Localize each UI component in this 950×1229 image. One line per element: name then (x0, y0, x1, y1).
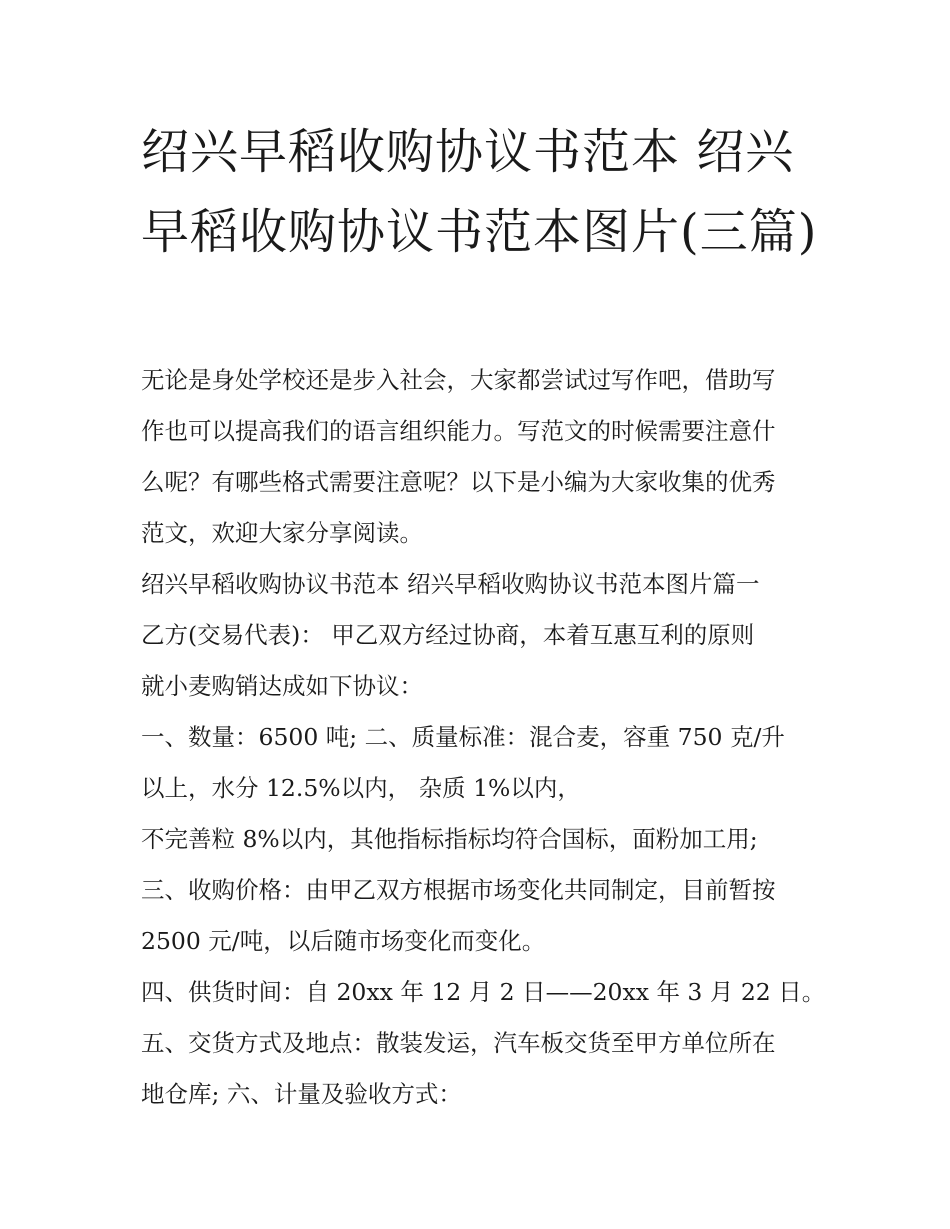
body-line: 范文，欢迎大家分享阅读。 (141, 519, 423, 547)
body-line: 无论是身处学校还是步入社会，大家都尝试过写作吧，借助写 (141, 366, 776, 394)
body-line: 作也可以提高我们的语言组织能力。写范文的时候需要注意什 (141, 417, 776, 445)
clause-line: 五、交货方式及地点：散装发运，汽车板交货至甲方单位所在 (141, 1029, 776, 1057)
body-line: 么呢？有哪些格式需要注意呢？以下是小编为大家收集的优秀 (141, 468, 776, 496)
document-title: 绍兴早稻收购协议书范本 绍兴早稻收购协议书范本图片(三篇) (141, 124, 818, 260)
clause-line: 一、数量：6500 吨; 二、质量标准：混合麦，容重 750 克/升 (141, 723, 785, 751)
clause-line: 四、供货时间：自 20xx 年 12 月 2 日——20xx 年 3 月 22 日。 (141, 978, 826, 1006)
clause-line: 地仓库; 六、计量及验收方式： (141, 1080, 462, 1108)
clause-line: 三、收购价格：由甲乙双方根据市场变化共同制定，目前暂按 (141, 876, 776, 904)
body-line: 乙方(交易代表)： 甲乙双方经过协商，本着互惠互利的原则 (141, 621, 755, 649)
section-heading: 绍兴早稻收购协议书范本 绍兴早稻收购协议书范本图片篇一 (141, 570, 760, 598)
clause-line: 2500 元/吨，以后随市场变化而变化。 (141, 927, 546, 955)
clause-line: 不完善粒 8%以内，其他指标指标均符合国标，面粉加工用; (141, 825, 758, 853)
document-body (141, 355, 826, 1120)
body-line: 就小麦购销达成如下协议： (141, 672, 423, 700)
clause-line: 以上，水分 12.5%以内， 杂质 1%以内， (141, 774, 581, 802)
